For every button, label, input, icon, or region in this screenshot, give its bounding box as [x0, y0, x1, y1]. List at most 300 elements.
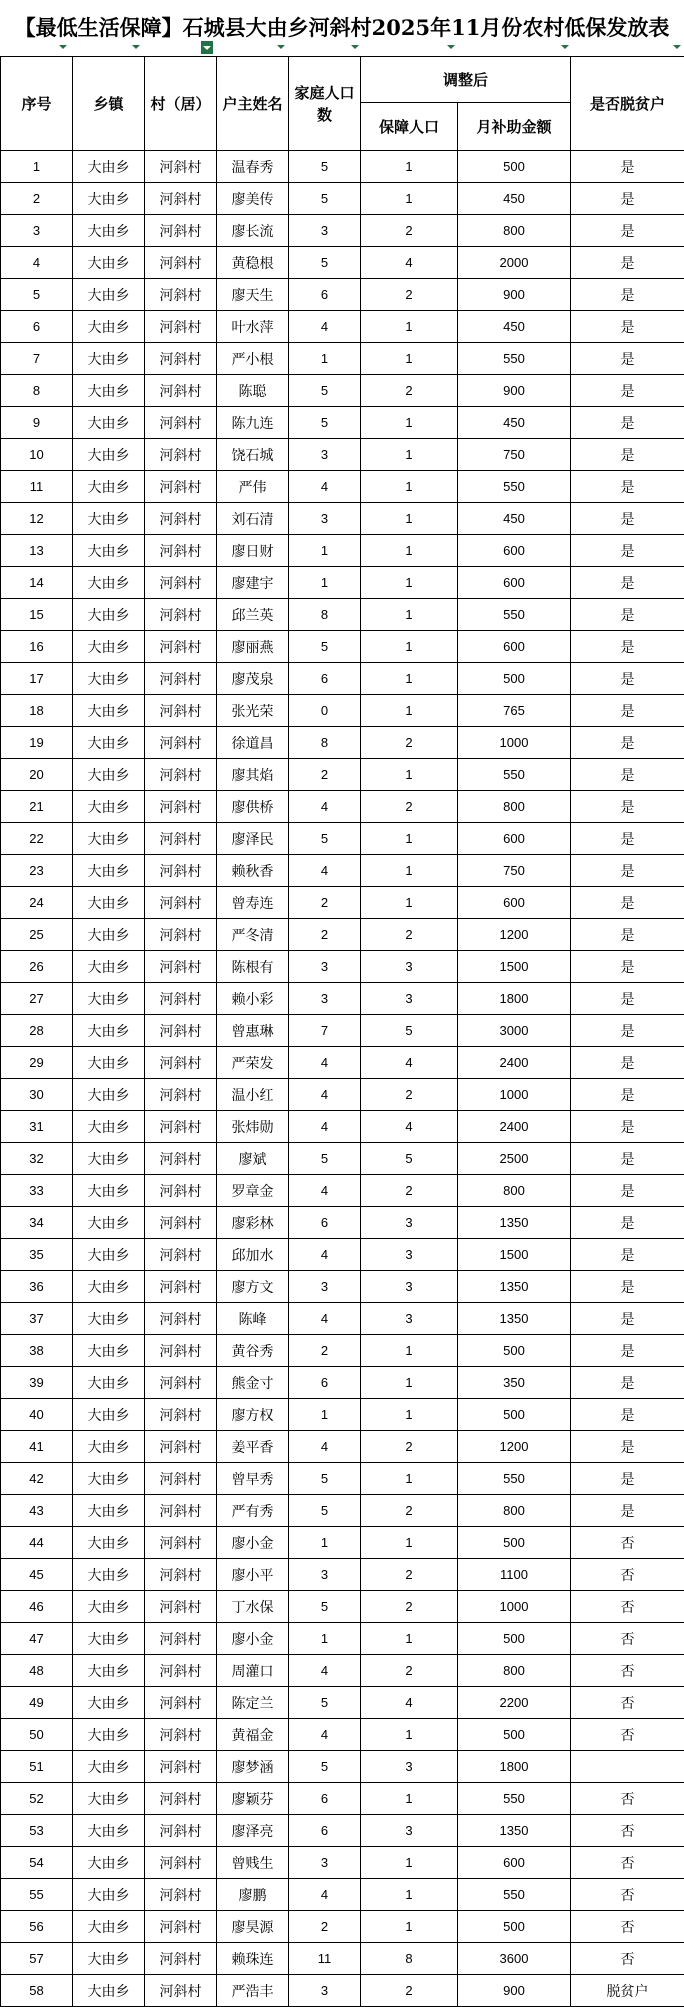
cell-insured-count[interactable]: 3	[361, 951, 458, 983]
cell-family-size[interactable]: 4	[289, 791, 361, 823]
cell-insured-count[interactable]: 3	[361, 1751, 458, 1783]
cell-town[interactable]: 大由乡	[73, 567, 145, 599]
cell-family-size[interactable]: 4	[289, 1239, 361, 1271]
cell-monthly-subsidy[interactable]: 500	[458, 663, 571, 695]
cell-insured-count[interactable]: 1	[361, 151, 458, 183]
cell-poverty-status[interactable]: 是	[571, 695, 684, 727]
cell-household-head[interactable]: 廖丽燕	[217, 631, 289, 663]
cell-town[interactable]: 大由乡	[73, 1591, 145, 1623]
cell-family-size[interactable]: 1	[289, 1399, 361, 1431]
cell-seq[interactable]: 21	[1, 791, 73, 823]
cell-town[interactable]: 大由乡	[73, 1975, 145, 2007]
cell-village[interactable]: 河斜村	[145, 1975, 217, 2007]
cell-village[interactable]: 河斜村	[145, 1463, 217, 1495]
cell-poverty-status[interactable]: 否	[571, 1879, 684, 1911]
cell-insured-count[interactable]: 4	[361, 247, 458, 279]
cell-poverty-status[interactable]: 是	[571, 1239, 684, 1271]
cell-family-size[interactable]: 11	[289, 1943, 361, 1975]
cell-monthly-subsidy[interactable]: 1200	[458, 919, 571, 951]
cell-village[interactable]: 河斜村	[145, 1079, 217, 1111]
cell-family-size[interactable]: 1	[289, 1527, 361, 1559]
cell-monthly-subsidy[interactable]: 1500	[458, 951, 571, 983]
cell-family-size[interactable]: 4	[289, 1111, 361, 1143]
cell-seq[interactable]: 47	[1, 1623, 73, 1655]
cell-household-head[interactable]: 饶石城	[217, 439, 289, 471]
cell-insured-count[interactable]: 1	[361, 1783, 458, 1815]
cell-town[interactable]: 大由乡	[73, 1783, 145, 1815]
cell-household-head[interactable]: 罗章金	[217, 1175, 289, 1207]
cell-monthly-subsidy[interactable]: 1200	[458, 1431, 571, 1463]
cell-village[interactable]: 河斜村	[145, 1047, 217, 1079]
cell-insured-count[interactable]: 2	[361, 1559, 458, 1591]
cell-village[interactable]: 河斜村	[145, 1911, 217, 1943]
cell-monthly-subsidy[interactable]: 3000	[458, 1015, 571, 1047]
cell-village[interactable]: 河斜村	[145, 343, 217, 375]
cell-family-size[interactable]: 4	[289, 1303, 361, 1335]
cell-monthly-subsidy[interactable]: 600	[458, 567, 571, 599]
cell-family-size[interactable]: 4	[289, 1879, 361, 1911]
cell-poverty-status[interactable]: 是	[571, 1015, 684, 1047]
cell-seq[interactable]: 33	[1, 1175, 73, 1207]
cell-household-head[interactable]: 廖茂泉	[217, 663, 289, 695]
cell-monthly-subsidy[interactable]: 900	[458, 279, 571, 311]
cell-village[interactable]: 河斜村	[145, 439, 217, 471]
cell-poverty-status[interactable]: 否	[571, 1591, 684, 1623]
cell-monthly-subsidy[interactable]: 2000	[458, 247, 571, 279]
cell-insured-count[interactable]: 1	[361, 311, 458, 343]
cell-town[interactable]: 大由乡	[73, 759, 145, 791]
cell-poverty-status[interactable]: 否	[571, 1815, 684, 1847]
cell-family-size[interactable]: 5	[289, 1687, 361, 1719]
cell-household-head[interactable]: 廖其焰	[217, 759, 289, 791]
cell-family-size[interactable]: 4	[289, 1431, 361, 1463]
cell-town[interactable]: 大由乡	[73, 1559, 145, 1591]
cell-household-head[interactable]: 陈峰	[217, 1303, 289, 1335]
cell-insured-count[interactable]: 1	[361, 1879, 458, 1911]
cell-family-size[interactable]: 6	[289, 663, 361, 695]
cell-town[interactable]: 大由乡	[73, 887, 145, 919]
cell-town[interactable]: 大由乡	[73, 151, 145, 183]
cell-family-size[interactable]: 4	[289, 1047, 361, 1079]
cell-town[interactable]: 大由乡	[73, 1271, 145, 1303]
cell-household-head[interactable]: 廖日财	[217, 535, 289, 567]
cell-household-head[interactable]: 廖方权	[217, 1399, 289, 1431]
cell-insured-count[interactable]: 1	[361, 823, 458, 855]
cell-family-size[interactable]: 4	[289, 471, 361, 503]
cell-insured-count[interactable]: 1	[361, 535, 458, 567]
cell-poverty-status[interactable]: 是	[571, 503, 684, 535]
cell-seq[interactable]: 2	[1, 183, 73, 215]
cell-town[interactable]: 大由乡	[73, 1431, 145, 1463]
cell-monthly-subsidy[interactable]: 500	[458, 1335, 571, 1367]
cell-town[interactable]: 大由乡	[73, 1687, 145, 1719]
cell-village[interactable]: 河斜村	[145, 1271, 217, 1303]
cell-insured-count[interactable]: 3	[361, 1815, 458, 1847]
cell-town[interactable]: 大由乡	[73, 1335, 145, 1367]
cell-family-size[interactable]: 5	[289, 183, 361, 215]
cell-village[interactable]: 河斜村	[145, 1591, 217, 1623]
cell-monthly-subsidy[interactable]: 800	[458, 1175, 571, 1207]
cell-monthly-subsidy[interactable]: 1350	[458, 1207, 571, 1239]
cell-insured-count[interactable]: 2	[361, 1591, 458, 1623]
cell-monthly-subsidy[interactable]: 500	[458, 151, 571, 183]
cell-monthly-subsidy[interactable]: 1100	[458, 1559, 571, 1591]
cell-town[interactable]: 大由乡	[73, 1911, 145, 1943]
cell-insured-count[interactable]: 1	[361, 471, 458, 503]
cell-poverty-status[interactable]: 是	[571, 1303, 684, 1335]
cell-village[interactable]: 河斜村	[145, 983, 217, 1015]
cell-poverty-status[interactable]: 是	[571, 343, 684, 375]
cell-household-head[interactable]: 严小根	[217, 343, 289, 375]
cell-poverty-status[interactable]: 是	[571, 823, 684, 855]
cell-town[interactable]: 大由乡	[73, 183, 145, 215]
cell-insured-count[interactable]: 4	[361, 1111, 458, 1143]
cell-town[interactable]: 大由乡	[73, 503, 145, 535]
cell-insured-count[interactable]: 2	[361, 1975, 458, 2007]
cell-insured-count[interactable]: 1	[361, 439, 458, 471]
cell-poverty-status[interactable]: 是	[571, 471, 684, 503]
cell-insured-count[interactable]: 4	[361, 1047, 458, 1079]
cell-monthly-subsidy[interactable]: 600	[458, 631, 571, 663]
cell-seq[interactable]: 39	[1, 1367, 73, 1399]
filter-dropdown-icon[interactable]	[276, 41, 286, 51]
cell-seq[interactable]: 38	[1, 1335, 73, 1367]
cell-village[interactable]: 河斜村	[145, 1111, 217, 1143]
cell-family-size[interactable]: 1	[289, 567, 361, 599]
cell-village[interactable]: 河斜村	[145, 279, 217, 311]
cell-insured-count[interactable]: 3	[361, 1207, 458, 1239]
cell-household-head[interactable]: 廖长流	[217, 215, 289, 247]
cell-town[interactable]: 大由乡	[73, 535, 145, 567]
cell-town[interactable]: 大由乡	[73, 1175, 145, 1207]
cell-household-head[interactable]: 严伟	[217, 471, 289, 503]
cell-seq[interactable]: 18	[1, 695, 73, 727]
cell-seq[interactable]: 35	[1, 1239, 73, 1271]
cell-insured-count[interactable]: 1	[361, 759, 458, 791]
cell-village[interactable]: 河斜村	[145, 1943, 217, 1975]
cell-seq[interactable]: 44	[1, 1527, 73, 1559]
cell-insured-count[interactable]: 3	[361, 1239, 458, 1271]
cell-village[interactable]: 河斜村	[145, 1303, 217, 1335]
cell-insured-count[interactable]: 2	[361, 279, 458, 311]
cell-family-size[interactable]: 3	[289, 1847, 361, 1879]
cell-monthly-subsidy[interactable]: 550	[458, 759, 571, 791]
cell-insured-count[interactable]: 1	[361, 631, 458, 663]
cell-poverty-status[interactable]: 是	[571, 215, 684, 247]
cell-town[interactable]: 大由乡	[73, 663, 145, 695]
cell-seq[interactable]: 16	[1, 631, 73, 663]
cell-insured-count[interactable]: 3	[361, 1303, 458, 1335]
cell-seq[interactable]: 48	[1, 1655, 73, 1687]
cell-village[interactable]: 河斜村	[145, 759, 217, 791]
cell-family-size[interactable]: 2	[289, 759, 361, 791]
cell-village[interactable]: 河斜村	[145, 1399, 217, 1431]
cell-town[interactable]: 大由乡	[73, 407, 145, 439]
cell-poverty-status[interactable]: 是	[571, 1367, 684, 1399]
cell-household-head[interactable]: 叶水萍	[217, 311, 289, 343]
cell-monthly-subsidy[interactable]: 900	[458, 375, 571, 407]
cell-monthly-subsidy[interactable]: 750	[458, 855, 571, 887]
cell-seq[interactable]: 42	[1, 1463, 73, 1495]
cell-seq[interactable]: 49	[1, 1687, 73, 1719]
cell-household-head[interactable]: 廖小平	[217, 1559, 289, 1591]
cell-poverty-status[interactable]: 否	[571, 1655, 684, 1687]
cell-town[interactable]: 大由乡	[73, 1463, 145, 1495]
cell-household-head[interactable]: 廖梦涵	[217, 1751, 289, 1783]
cell-village[interactable]: 河斜村	[145, 1559, 217, 1591]
cell-town[interactable]: 大由乡	[73, 279, 145, 311]
cell-village[interactable]: 河斜村	[145, 535, 217, 567]
cell-seq[interactable]: 26	[1, 951, 73, 983]
cell-monthly-subsidy[interactable]: 500	[458, 1399, 571, 1431]
cell-family-size[interactable]: 5	[289, 151, 361, 183]
cell-town[interactable]: 大由乡	[73, 951, 145, 983]
cell-town[interactable]: 大由乡	[73, 983, 145, 1015]
cell-monthly-subsidy[interactable]: 550	[458, 1783, 571, 1815]
cell-poverty-status[interactable]: 是	[571, 375, 684, 407]
cell-monthly-subsidy[interactable]: 1800	[458, 1751, 571, 1783]
cell-family-size[interactable]: 3	[289, 439, 361, 471]
cell-monthly-subsidy[interactable]: 550	[458, 1463, 571, 1495]
cell-village[interactable]: 河斜村	[145, 1879, 217, 1911]
cell-poverty-status[interactable]: 是	[571, 535, 684, 567]
cell-family-size[interactable]: 3	[289, 1559, 361, 1591]
cell-household-head[interactable]: 廖小金	[217, 1527, 289, 1559]
cell-poverty-status[interactable]: 是	[571, 247, 684, 279]
cell-insured-count[interactable]: 2	[361, 1495, 458, 1527]
cell-poverty-status[interactable]: 否	[571, 1527, 684, 1559]
cell-monthly-subsidy[interactable]: 450	[458, 311, 571, 343]
cell-insured-count[interactable]: 8	[361, 1943, 458, 1975]
cell-seq[interactable]: 56	[1, 1911, 73, 1943]
cell-poverty-status[interactable]: 否	[571, 1719, 684, 1751]
cell-family-size[interactable]: 5	[289, 823, 361, 855]
cell-town[interactable]: 大由乡	[73, 247, 145, 279]
cell-seq[interactable]: 57	[1, 1943, 73, 1975]
cell-monthly-subsidy[interactable]: 2400	[458, 1111, 571, 1143]
cell-village[interactable]: 河斜村	[145, 247, 217, 279]
cell-insured-count[interactable]: 1	[361, 1847, 458, 1879]
cell-poverty-status[interactable]: 是	[571, 1143, 684, 1175]
cell-household-head[interactable]: 周灌口	[217, 1655, 289, 1687]
cell-seq[interactable]: 17	[1, 663, 73, 695]
cell-poverty-status[interactable]: 是	[571, 759, 684, 791]
cell-monthly-subsidy[interactable]: 1500	[458, 1239, 571, 1271]
cell-town[interactable]: 大由乡	[73, 695, 145, 727]
cell-seq[interactable]: 22	[1, 823, 73, 855]
cell-household-head[interactable]: 廖彩林	[217, 1207, 289, 1239]
cell-family-size[interactable]: 3	[289, 983, 361, 1015]
cell-seq[interactable]: 9	[1, 407, 73, 439]
cell-town[interactable]: 大由乡	[73, 727, 145, 759]
cell-monthly-subsidy[interactable]: 2200	[458, 1687, 571, 1719]
cell-village[interactable]: 河斜村	[145, 567, 217, 599]
cell-poverty-status[interactable]: 是	[571, 311, 684, 343]
cell-household-head[interactable]: 张炜勋	[217, 1111, 289, 1143]
cell-insured-count[interactable]: 1	[361, 1463, 458, 1495]
cell-family-size[interactable]: 5	[289, 407, 361, 439]
cell-family-size[interactable]: 6	[289, 1367, 361, 1399]
cell-poverty-status[interactable]: 是	[571, 631, 684, 663]
cell-town[interactable]: 大由乡	[73, 343, 145, 375]
cell-seq[interactable]: 28	[1, 1015, 73, 1047]
cell-insured-count[interactable]: 2	[361, 727, 458, 759]
cell-monthly-subsidy[interactable]: 600	[458, 823, 571, 855]
cell-monthly-subsidy[interactable]: 500	[458, 1527, 571, 1559]
cell-family-size[interactable]: 4	[289, 1175, 361, 1207]
cell-village[interactable]: 河斜村	[145, 1207, 217, 1239]
cell-seq[interactable]: 15	[1, 599, 73, 631]
cell-monthly-subsidy[interactable]: 750	[458, 439, 571, 471]
cell-poverty-status[interactable]: 是	[571, 1463, 684, 1495]
cell-village[interactable]: 河斜村	[145, 471, 217, 503]
cell-monthly-subsidy[interactable]: 800	[458, 215, 571, 247]
cell-monthly-subsidy[interactable]: 500	[458, 1623, 571, 1655]
cell-village[interactable]: 河斜村	[145, 407, 217, 439]
cell-monthly-subsidy[interactable]: 800	[458, 791, 571, 823]
cell-household-head[interactable]: 陈根有	[217, 951, 289, 983]
cell-household-head[interactable]: 陈定兰	[217, 1687, 289, 1719]
cell-household-head[interactable]: 曾贱生	[217, 1847, 289, 1879]
cell-household-head[interactable]: 赖珠连	[217, 1943, 289, 1975]
cell-household-head[interactable]: 邱加水	[217, 1239, 289, 1271]
cell-household-head[interactable]: 张光荣	[217, 695, 289, 727]
cell-household-head[interactable]: 廖颖芬	[217, 1783, 289, 1815]
cell-insured-count[interactable]: 2	[361, 215, 458, 247]
cell-village[interactable]: 河斜村	[145, 375, 217, 407]
cell-household-head[interactable]: 姜平香	[217, 1431, 289, 1463]
cell-village[interactable]: 河斜村	[145, 1495, 217, 1527]
cell-seq[interactable]: 1	[1, 151, 73, 183]
cell-household-head[interactable]: 熊金寸	[217, 1367, 289, 1399]
cell-town[interactable]: 大由乡	[73, 311, 145, 343]
cell-insured-count[interactable]: 1	[361, 1719, 458, 1751]
cell-village[interactable]: 河斜村	[145, 503, 217, 535]
cell-monthly-subsidy[interactable]: 1350	[458, 1271, 571, 1303]
cell-insured-count[interactable]: 1	[361, 1911, 458, 1943]
cell-poverty-status[interactable]: 否	[571, 1687, 684, 1719]
cell-insured-count[interactable]: 1	[361, 1623, 458, 1655]
cell-family-size[interactable]: 4	[289, 1079, 361, 1111]
cell-family-size[interactable]: 2	[289, 887, 361, 919]
cell-town[interactable]: 大由乡	[73, 1879, 145, 1911]
cell-insured-count[interactable]: 1	[361, 1367, 458, 1399]
cell-family-size[interactable]: 3	[289, 503, 361, 535]
cell-monthly-subsidy[interactable]: 900	[458, 1975, 571, 2007]
cell-poverty-status[interactable]: 是	[571, 1431, 684, 1463]
cell-family-size[interactable]: 2	[289, 919, 361, 951]
cell-family-size[interactable]: 5	[289, 1495, 361, 1527]
cell-seq[interactable]: 20	[1, 759, 73, 791]
cell-household-head[interactable]: 温春秀	[217, 151, 289, 183]
cell-family-size[interactable]: 5	[289, 631, 361, 663]
cell-poverty-status[interactable]: 是	[571, 1047, 684, 1079]
cell-village[interactable]: 河斜村	[145, 1783, 217, 1815]
cell-town[interactable]: 大由乡	[73, 919, 145, 951]
cell-household-head[interactable]: 温小红	[217, 1079, 289, 1111]
cell-poverty-status[interactable]: 是	[571, 1079, 684, 1111]
cell-poverty-status[interactable]: 是	[571, 727, 684, 759]
cell-monthly-subsidy[interactable]: 1000	[458, 1079, 571, 1111]
cell-poverty-status[interactable]: 是	[571, 1495, 684, 1527]
cell-town[interactable]: 大由乡	[73, 791, 145, 823]
cell-insured-count[interactable]: 1	[361, 855, 458, 887]
cell-family-size[interactable]: 6	[289, 1815, 361, 1847]
cell-seq[interactable]: 54	[1, 1847, 73, 1879]
cell-town[interactable]: 大由乡	[73, 1047, 145, 1079]
filter-dropdown-icon[interactable]	[672, 41, 682, 51]
cell-insured-count[interactable]: 1	[361, 1527, 458, 1559]
cell-village[interactable]: 河斜村	[145, 183, 217, 215]
cell-village[interactable]: 河斜村	[145, 1751, 217, 1783]
cell-village[interactable]: 河斜村	[145, 599, 217, 631]
cell-insured-count[interactable]: 1	[361, 1335, 458, 1367]
cell-family-size[interactable]: 3	[289, 1271, 361, 1303]
cell-monthly-subsidy[interactable]: 450	[458, 407, 571, 439]
cell-village[interactable]: 河斜村	[145, 151, 217, 183]
cell-insured-count[interactable]: 2	[361, 919, 458, 951]
cell-poverty-status[interactable]: 否	[571, 1783, 684, 1815]
filter-dropdown-icon[interactable]	[350, 41, 360, 51]
cell-poverty-status[interactable]: 否	[571, 1623, 684, 1655]
cell-monthly-subsidy[interactable]: 350	[458, 1367, 571, 1399]
cell-monthly-subsidy[interactable]: 450	[458, 503, 571, 535]
cell-seq[interactable]: 51	[1, 1751, 73, 1783]
cell-monthly-subsidy[interactable]: 1350	[458, 1815, 571, 1847]
cell-poverty-status[interactable]: 是	[571, 1271, 684, 1303]
cell-household-head[interactable]: 廖昊源	[217, 1911, 289, 1943]
cell-insured-count[interactable]: 1	[361, 407, 458, 439]
cell-household-head[interactable]: 陈九连	[217, 407, 289, 439]
cell-town[interactable]: 大由乡	[73, 1655, 145, 1687]
cell-seq[interactable]: 41	[1, 1431, 73, 1463]
cell-seq[interactable]: 12	[1, 503, 73, 535]
filter-dropdown-icon[interactable]	[131, 41, 141, 51]
cell-monthly-subsidy[interactable]: 550	[458, 1879, 571, 1911]
cell-household-head[interactable]: 严有秀	[217, 1495, 289, 1527]
cell-seq[interactable]: 7	[1, 343, 73, 375]
cell-insured-count[interactable]: 1	[361, 663, 458, 695]
cell-household-head[interactable]: 黄谷秀	[217, 1335, 289, 1367]
cell-household-head[interactable]: 黄福金	[217, 1719, 289, 1751]
cell-village[interactable]: 河斜村	[145, 695, 217, 727]
cell-monthly-subsidy[interactable]: 800	[458, 1495, 571, 1527]
cell-town[interactable]: 大由乡	[73, 1015, 145, 1047]
cell-family-size[interactable]: 6	[289, 279, 361, 311]
cell-village[interactable]: 河斜村	[145, 1175, 217, 1207]
cell-village[interactable]: 河斜村	[145, 1431, 217, 1463]
cell-village[interactable]: 河斜村	[145, 1367, 217, 1399]
cell-household-head[interactable]: 廖泽亮	[217, 1815, 289, 1847]
cell-poverty-status[interactable]: 是	[571, 1175, 684, 1207]
cell-seq[interactable]: 52	[1, 1783, 73, 1815]
cell-poverty-status[interactable]: 是	[571, 855, 684, 887]
cell-village[interactable]: 河斜村	[145, 951, 217, 983]
cell-seq[interactable]: 40	[1, 1399, 73, 1431]
cell-insured-count[interactable]: 1	[361, 599, 458, 631]
cell-household-head[interactable]: 廖建宇	[217, 567, 289, 599]
cell-family-size[interactable]: 4	[289, 311, 361, 343]
cell-insured-count[interactable]: 5	[361, 1143, 458, 1175]
cell-village[interactable]: 河斜村	[145, 919, 217, 951]
cell-family-size[interactable]: 1	[289, 535, 361, 567]
cell-monthly-subsidy[interactable]: 550	[458, 471, 571, 503]
cell-household-head[interactable]: 曾寿连	[217, 887, 289, 919]
cell-household-head[interactable]: 廖泽民	[217, 823, 289, 855]
cell-monthly-subsidy[interactable]: 1800	[458, 983, 571, 1015]
cell-poverty-status[interactable]: 否	[571, 1559, 684, 1591]
cell-household-head[interactable]: 曾惠琳	[217, 1015, 289, 1047]
